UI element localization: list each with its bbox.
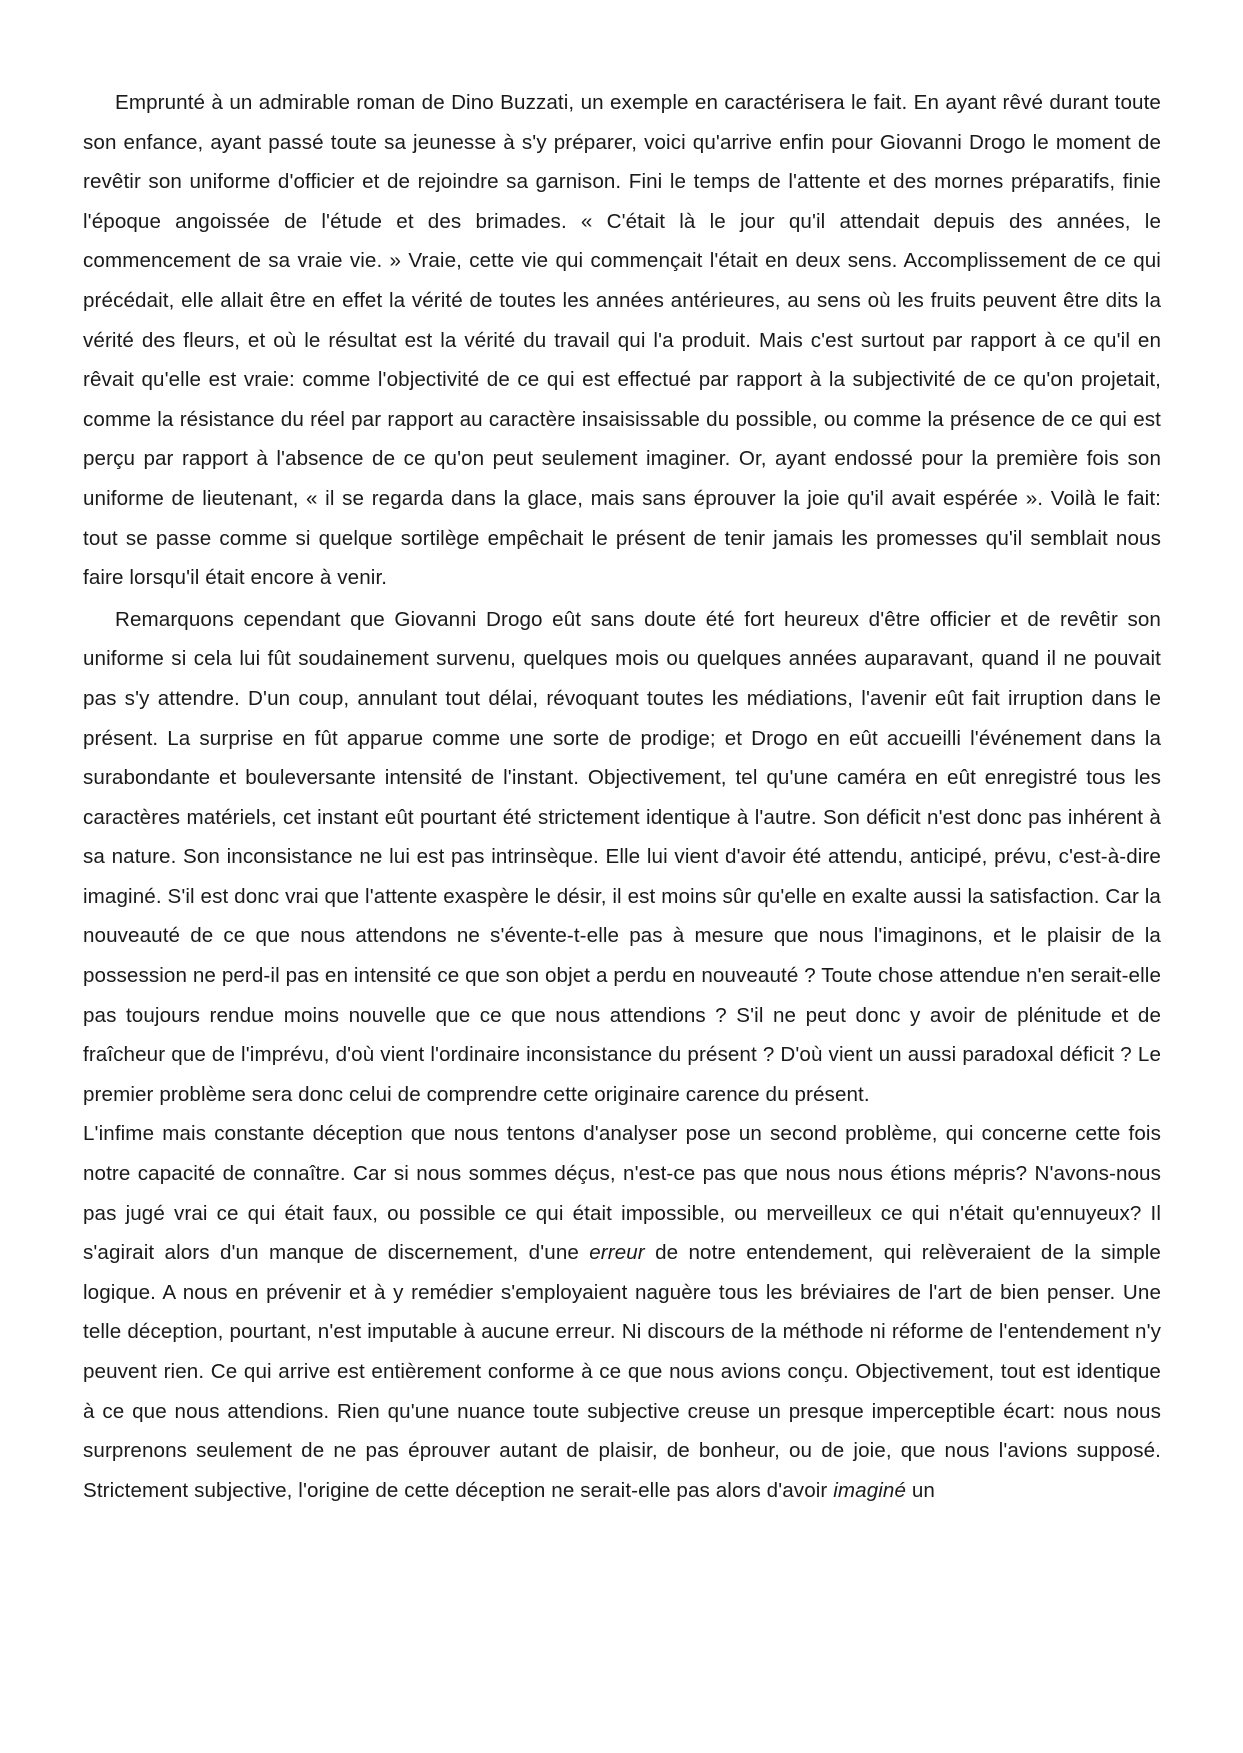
body-text <box>83 83 1161 1510</box>
paragraph-buzzati-example <box>83 83 1161 598</box>
emphasis-imagine: imaginé <box>833 1478 907 1502</box>
paragraph-text-part: L'infime mais constante déception que nous tentons d'analyser pose un second problème, qui concerne cette fois notre capacité de connaître. Car si nous sommes déçus, n'est-ce pas que nous nous étions mépris? N'avons-nous pas jugé vrai ce qui était faux, ou possible ce qui était impossible, ou merveilleux ce qui n'était qu'ennuyeux? Il s'agirait alors d'un manque de discernement, d'une <box>83 1122 1161 1265</box>
paragraph-drogo-surprise <box>83 600 1161 1115</box>
paragraph-text: Emprunté à un admirable roman de Dino Buzzati, un exemple en caractérisera le fait. En ayant rêvé durant toute son enfance, ayant passé toute sa jeunesse à s'y préparer, voici qu'arrive enfin pour Giovanni Drogo le moment de revêtir son uniforme d'officier et de rejoindre sa garnison. Fini le temps de l'attente et des mornes préparatifs, finie l'époque angoissée de l'étude et des brimades. « C'était là le jour qu'il attendait depuis des années, le commencement de sa vraie vie. » Vraie, cette vie qui commençait l'était en deux sens. Accomplissement de ce qui précédait, elle allait être en effet la vérité de toutes les années antérieures, au sens où les fruits peuvent être dits la vérité des fleurs, et où le résultat est la vérité du travail qui l'a produit. Mais c'est surtout par rapport à ce qu'il en rêvait qu'elle est vraie: comme l'objectivité de ce qui est effectué par rapport à la subjectivité de ce qu'on projetait, comme la résistance du réel par rapport au caractère insaisissable du possible, ou comme la présence de ce qui est perçu par rapport à l'absence de ce qu'on peut seulement imaginer. Or, ayant endossé pour la première fois son uniforme de lieutenant, « il se regarda dans la glace, mais sans éprouver la joie qu'il avait espérée ». Voilà le fait: tout se passe comme si quelque sortilège empêchait le présent de tenir jamais les promesses qu'il semblait nous faire lorsqu'il était encore à venir. <box>83 91 1161 590</box>
emphasis-erreur: erreur <box>589 1241 645 1265</box>
paragraph-text: Remarquons cependant que Giovanni Drogo eût sans doute été fort heureux d'être officier et de revêtir son uniforme si cela lui fût soudainement survenu, quelques mois ou quelques années auparavant, quand il ne pouvait pas s'y attendre. D'un coup, annulant tout délai, révoquant toutes les médiations, l'avenir eût fait irruption dans le présent. La surprise en fût apparue comme une sorte de prodige; et Drogo en eût accueilli l'événement dans la surabondante et bouleversante intensité de l'instant. Objectivement, tel qu'une caméra en eût enregistré tous les caractères matériels, cet instant eût pourtant été strictement identique à l'autre. Son déficit n'est donc pas inhérent à sa nature. Son inconsistance ne lui est pas intrinsèque. Elle lui vient d'avoir été attendu, anticipé, prévu, c'est-à-dire imaginé. S'il est donc vrai que l'attente exaspère le désir, il est moins sûr qu'elle en exalte aussi la satisfaction. Car la nouveauté de ce que nous attendons ne s'évente-t-elle pas à mesure que nous l'imaginons, et le plaisir de la possession ne perd-il pas en intensité ce que son objet a perdu en nouveauté ? Toute chose attendue n'en serait-elle pas toujours rendue moins nouvelle que ce que nous attendions ? S'il ne peut donc y avoir de plénitude et de fraîcheur que de l'imprévu, d'où vient l'ordinaire inconsistance du présent ? D'où vient un aussi paradoxal déficit ? Le premier problème sera donc celui de comprendre cette originaire carence du présent. <box>83 607 1161 1106</box>
paragraph-deception-problem <box>83 1114 1161 1510</box>
paragraph-text-part: un <box>906 1478 935 1502</box>
paragraph-text-part: de notre entendement, qui relèveraient de la simple logique. A nous en prévenir et à y remédier s'employaient naguère tous les bréviaires de l'art de bien penser. Une telle déception, pourtant, n'est imputable à aucune erreur. Ni discours de la méthode ni réforme de l'entendement n'y peuvent rien. Ce qui arrive est entièrement conforme à ce que nous avions conçu. Objectivement, tout est identique à ce que nous attendions. Rien qu'une nuance toute subjective creuse un presque imperceptible écart: nous nous surprenons seulement de ne pas éprouver autant de plaisir, de bonheur, ou de joie, que nous l'avions supposé. Strictement subjective, l'origine de cette déception ne serait-elle pas alors d'avoir <box>83 1241 1161 1502</box>
